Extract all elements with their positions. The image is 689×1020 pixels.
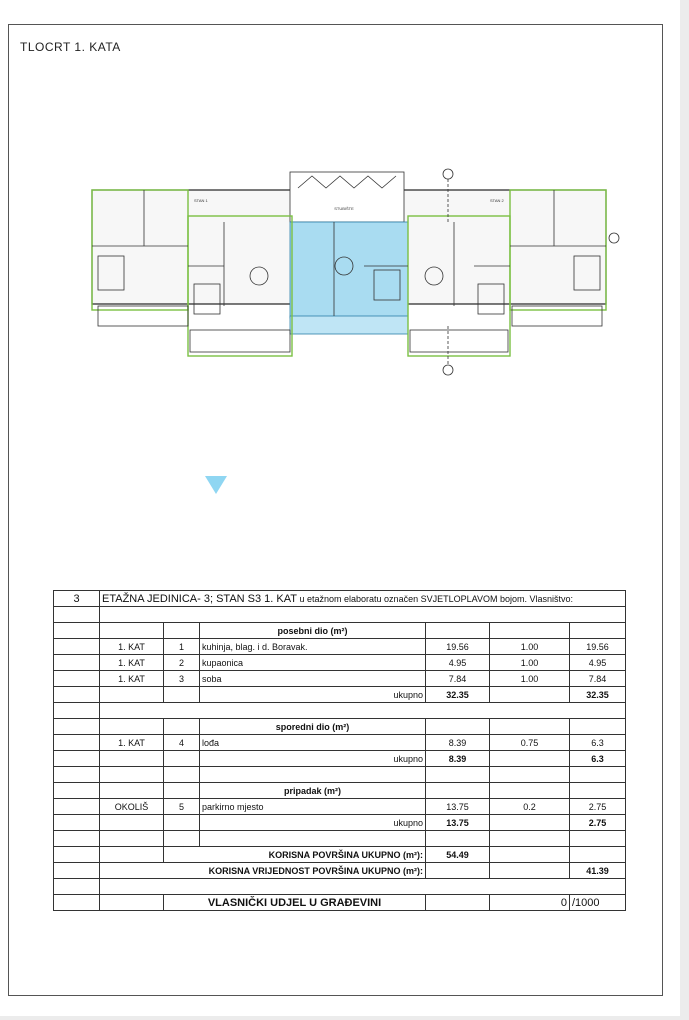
- table-row: 1. KAT 3 soba 7.84 1.00 7.84: [54, 671, 626, 687]
- korisna-row: KORISNA POVRŠINA UKUPNO (m²): 54.49: [54, 847, 626, 863]
- subtotal-row: ukupno 13.75 2.75: [54, 815, 626, 831]
- stair-label: STUBIŠTE: [334, 206, 354, 211]
- floor-plan: [84, 166, 624, 381]
- table-row: 1. KAT 2 kupaonica 4.95 1.00 4.95: [54, 655, 626, 671]
- table-row: 1. KAT 1 kuhinja, blag. i d. Boravak. 19.56 1.00 19.56: [54, 639, 626, 655]
- subtotal-row: ukupno 8.39 6.3: [54, 751, 626, 767]
- owner-share-row: VLASNIČKI UDJEL U GRAĐEVINI 0 /1000: [54, 895, 626, 911]
- table-row: OKOLIŠ 5 parkirno mjesto 13.75 0.2 2.75: [54, 799, 626, 815]
- stan2-label: STAN 2: [490, 198, 504, 203]
- page-title: TLOCRT 1. KATA: [20, 40, 121, 54]
- table-row: 1. KAT 4 lođa 8.39 0.75 6.3: [54, 735, 626, 751]
- blue-triangle-marker-icon: [205, 476, 227, 494]
- unit-spec-table: [53, 590, 626, 911]
- vrijednost-row: KORISNA VRIJEDNOST POVRŠINA UKUPNO (m²): 41.39: [54, 863, 626, 879]
- stan1-label: STAN 1: [194, 198, 208, 203]
- unit-number: 3: [54, 591, 100, 607]
- subtotal-row: ukupno 32.35 32.35: [54, 687, 626, 703]
- section-sporedni: sporedni dio (m²): [200, 719, 426, 735]
- section-posebni: posebni dio (m²): [200, 623, 426, 639]
- section-pripadak: pripadak (m²): [200, 783, 426, 799]
- unit-heading: ETAŽNA JEDINICA- 3; STAN S3 1. KAT u etažnom elaboratu označen SVJETLOPLAVOM bojom. Vlasništvo:: [100, 591, 626, 607]
